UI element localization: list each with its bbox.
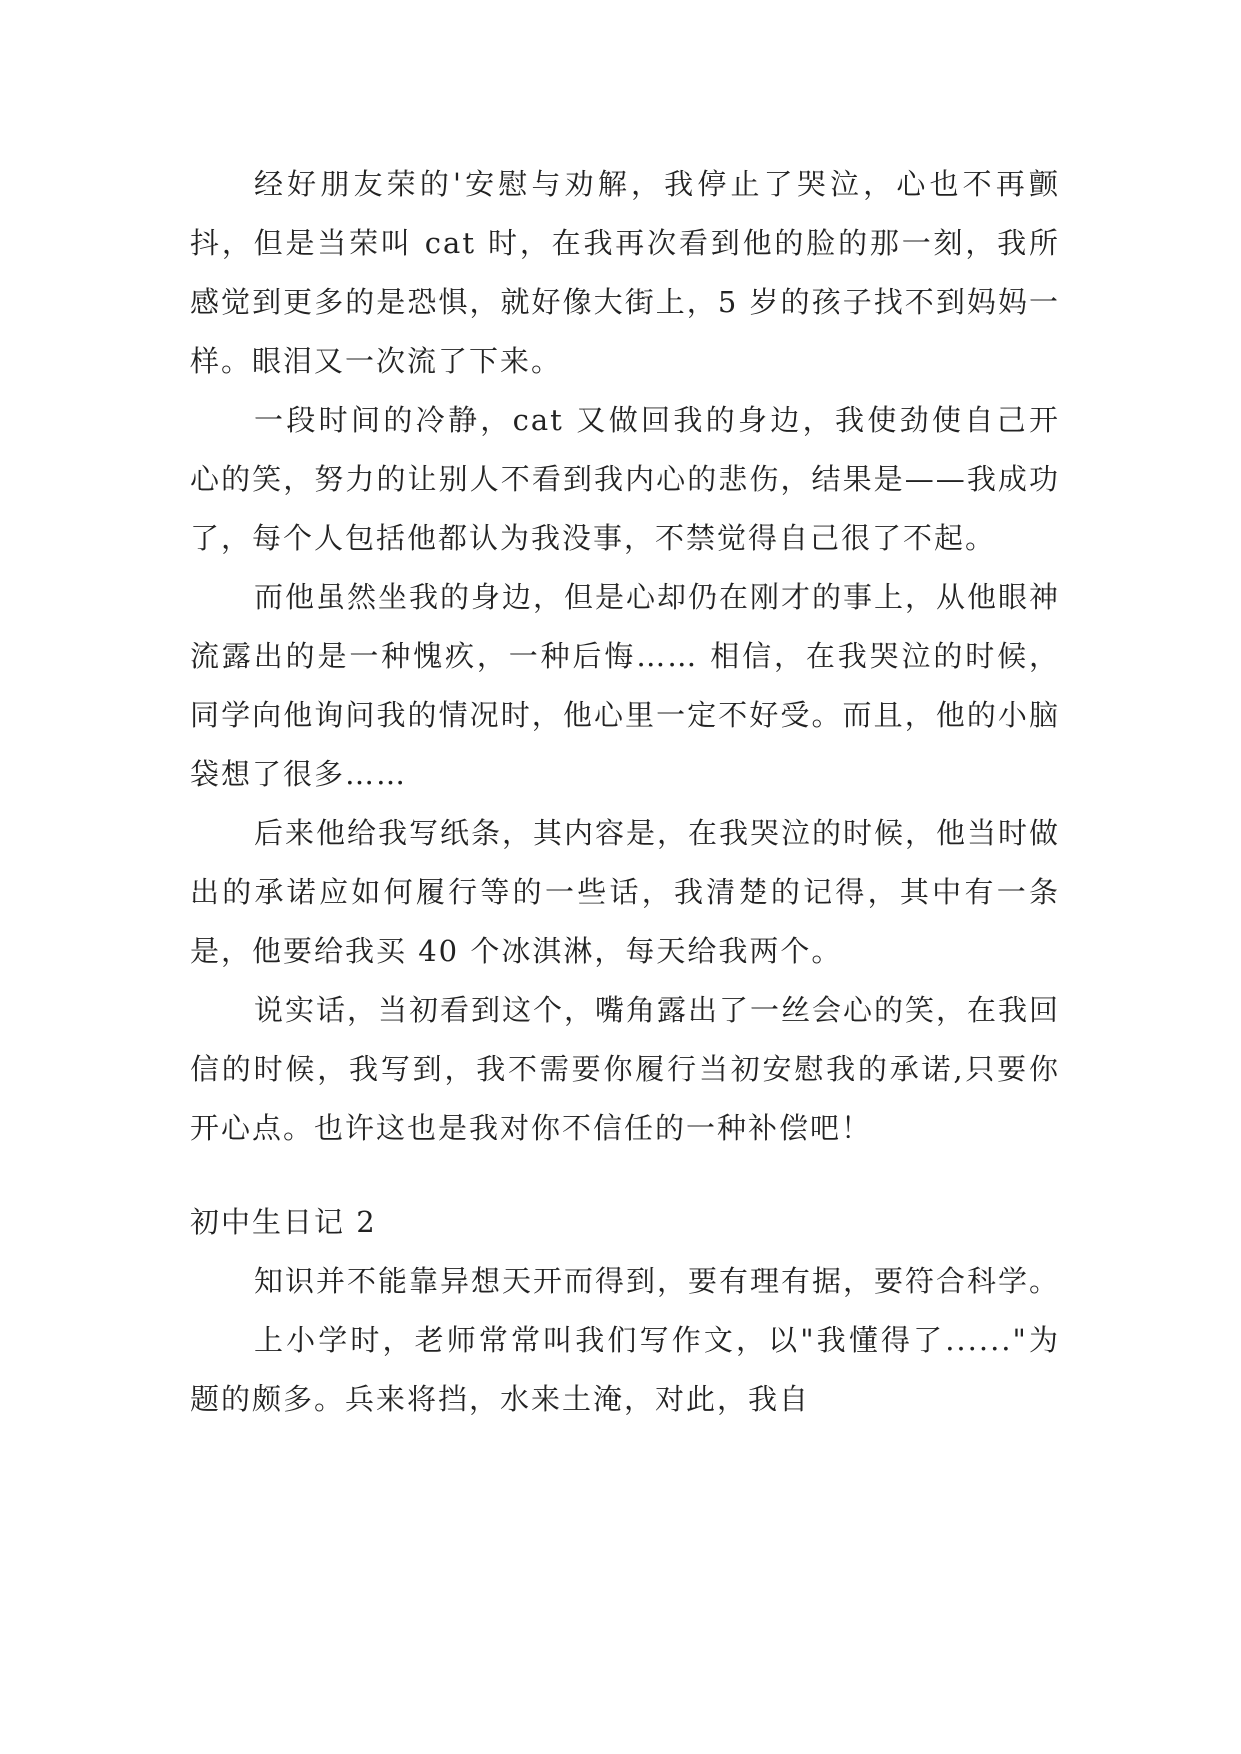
paragraph: 经好朋友荣的'安慰与劝解，我停止了哭泣，心也不再颤抖，但是当荣叫 cat 时，在我再次看到他的脸的那一刻，我所感觉到更多的是恐惧，就好像大街上，5 岁的孩子找不到妈妈一样。眼泪又一次流了下来。 [190, 167, 1060, 378]
paragraph: 而他虽然坐我的身边，但是心却仍在刚才的事上，从他眼神流露出的是一种愧疚，一种后悔…… 相信，在我哭泣的时候，同学向他询问我的情况时，他心里一定不好受。而且，他的小脑袋想了很多…… [190, 580, 1061, 791]
paragraph: 知识并不能靠异想天开而得到，要有理有据，要符合科学。 [254, 1264, 1061, 1298]
paragraph: 后来他给我写纸条，其内容是，在我哭泣的时候，他当时做出的承诺应如何履行等的一些话，我清楚的记得，其中有一条是，他要给我买 40 个冰淇淋，每天给我两个。 [190, 816, 1061, 968]
paragraph: 说实话，当初看到这个，嘴角露出了一丝会心的笑，在我回信的时候，我写到，我不需要你履行当初安慰我的承诺,只要你开心点。也许这也是我对你不信任的一种补偿吧！ [190, 993, 1061, 1145]
section-heading: 初中生日记 2 [190, 1205, 377, 1239]
paragraph: 一段时间的冷静，cat 又做回我的身边，我使劲使自己开心的笑，努力的让别人不看到我内心的悲伤，结果是——我成功了，每个人包括他都认为我没事，不禁觉得自己很了不起。 [190, 403, 1060, 555]
document-body [190, 155, 1060, 1429]
paragraph: 上小学时，老师常常叫我们写作文，以"我懂得了......"为题的颇多。兵来将挡，水来土淹，对此，我自 [190, 1323, 1060, 1416]
